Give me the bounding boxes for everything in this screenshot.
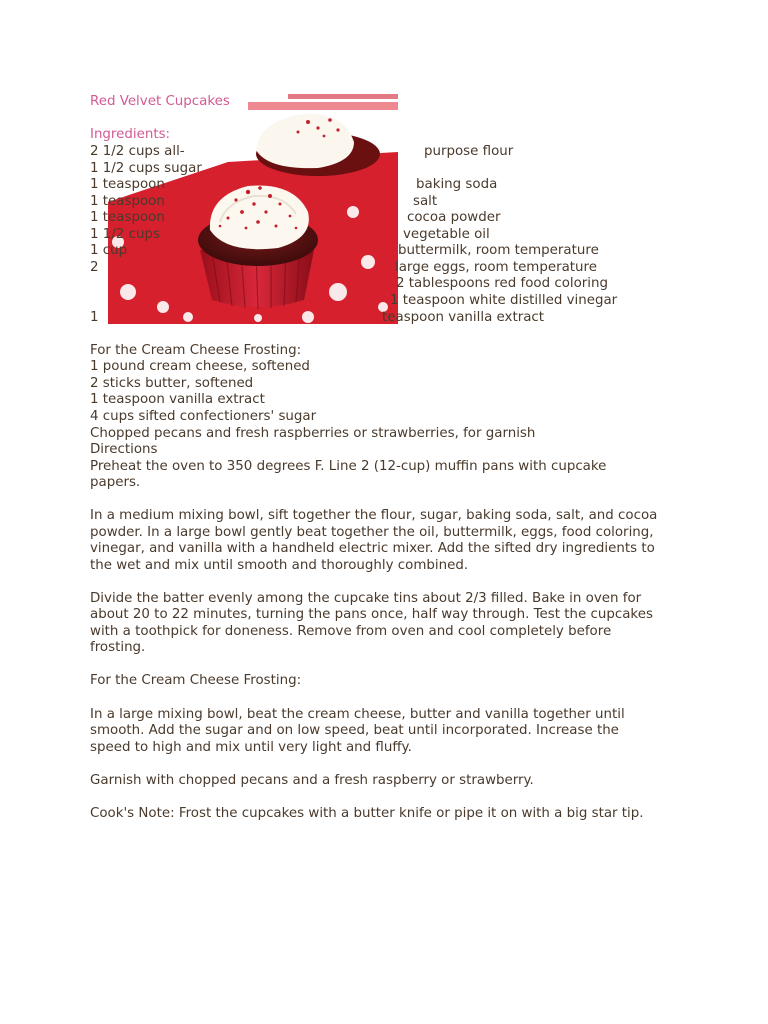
- frosting-item: 4 cups sifted confectioners' sugar: [90, 409, 317, 424]
- ingredient-qty: 1 teaspoon: [90, 194, 165, 209]
- direction-line: the wet and mix until smooth and thoroughly combined.: [90, 558, 469, 573]
- ingredient-name: large eggs, room temperature: [395, 260, 597, 275]
- ingredient-qty: 2 1/2 cups all-: [90, 144, 185, 159]
- frosting-item: Chopped pecans and fresh raspberries or strawberries, for garnish: [90, 426, 536, 441]
- direction-line: In a large mixing bowl, beat the cream cheese, butter and vanilla together until: [90, 707, 625, 722]
- frosting-item: 1 teaspoon vanilla extract: [90, 392, 265, 407]
- ingredient-name: vegetable oil: [403, 227, 490, 242]
- ingredient-qty: 1 cup: [90, 243, 128, 258]
- direction-line: Divide the batter evenly among the cupcake tins about 2/3 filled. Bake in oven for: [90, 591, 642, 606]
- cooks-note: Cook's Note: Frost the cupcakes with a butter knife or pipe it on with a big star tip.: [90, 806, 644, 821]
- direction-line: In a medium mixing bowl, sift together the flour, sugar, baking soda, salt, and cocoa: [90, 508, 658, 523]
- frosting-item: 2 sticks butter, softened: [90, 376, 254, 391]
- ingredient-qty: 1 1/2 cups: [90, 227, 160, 242]
- directions-heading: Directions: [90, 442, 158, 457]
- ingredient-name: salt: [413, 194, 438, 209]
- direction-line: Preheat the oven to 350 degrees F. Line 2 (12-cup) muffin pans with cupcake: [90, 459, 607, 474]
- recipe-title: Red Velvet Cupcakes: [90, 94, 230, 109]
- direction-line: For the Cream Cheese Frosting:: [90, 673, 302, 688]
- direction-line: with a toothpick for doneness. Remove from oven and cool completely before: [90, 624, 612, 639]
- ingredient-qty: 1 teaspoon: [90, 177, 165, 192]
- direction-line: vinegar, and vanilla with a handheld electric mixer. Add the sifted dry ingredients to: [90, 541, 655, 556]
- direction-line: Garnish with chopped pecans and a fresh raspberry or strawberry.: [90, 773, 534, 788]
- ingredient-qty: 1 teaspoon: [90, 210, 165, 225]
- ingredients-heading: Ingredients:: [90, 127, 171, 142]
- direction-line: powder. In a large bowl gently beat together the oil, buttermilk, eggs, food coloring,: [90, 525, 654, 540]
- ingredient-qty: 1: [90, 310, 99, 325]
- ingredient-name: buttermilk, room temperature: [398, 243, 599, 258]
- ingredient-name: teaspoon vanilla extract: [382, 310, 545, 325]
- ingredient-qty: 1 1/2 cups sugar: [90, 161, 202, 176]
- ingredient-name: cocoa powder: [407, 210, 501, 225]
- direction-line: speed to high and mix until very light and fluffy.: [90, 740, 412, 755]
- ingredient-qty: 2: [90, 260, 99, 275]
- direction-line: smooth. Add the sugar and on low speed, beat until incorporated. Increase the: [90, 723, 619, 738]
- direction-line: papers.: [90, 475, 141, 490]
- ingredient-name: 2 tablespoons red food coloring: [396, 276, 609, 291]
- ingredient-name: 1 teaspoon white distilled vinegar: [390, 293, 618, 308]
- ingredient-name: baking soda: [416, 177, 498, 192]
- ingredient-name: purpose flour: [424, 144, 514, 159]
- frosting-item: 1 pound cream cheese, softened: [90, 359, 310, 374]
- direction-line: about 20 to 22 minutes, turning the pans once, half way through. Test the cupcakes: [90, 607, 653, 622]
- frosting-heading: For the Cream Cheese Frosting:: [90, 343, 302, 358]
- direction-line: frosting.: [90, 640, 146, 655]
